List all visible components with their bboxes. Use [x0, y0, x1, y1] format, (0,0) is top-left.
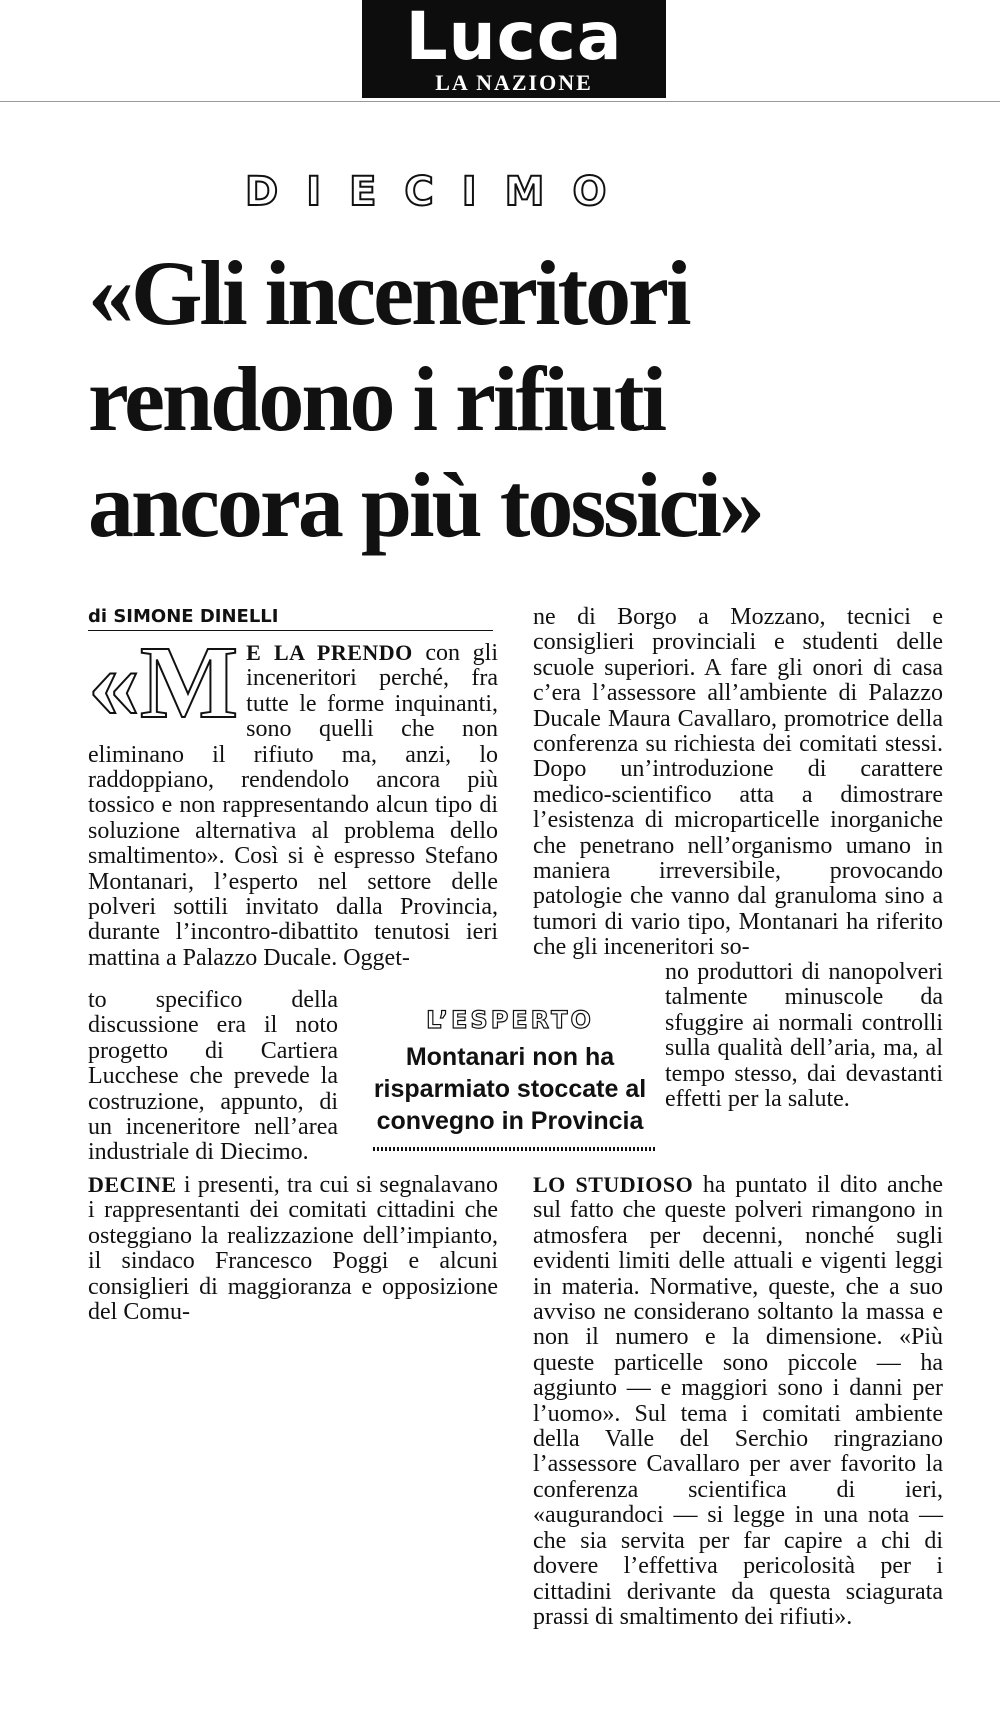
paragraph-3: ne di Borgo a Mozzano, tecnici e consiglieri provinciali e studenti delle scuole superiori. A fare gli onori di casa c’era l’assessore all’ambiente di Palazzo Ducale Maura Cavallaro, promotrice della conferenza su richiesta dei comitati stessi. Dopo un’introduzione di carattere medico-scientifico atta a dimostrare l’esistenza di microparticelle inorganiche che penetrano nell’organismo umano in maniera irreversibile, provocando patologie che vanno dal granuloma sino a tumori di vario tipo, Montanari ha riferito che gli inceneritori so-	[533, 604, 943, 961]
paragraph-1	[88, 625, 498, 971]
headline-line-2: rendono i rifiuti	[88, 348, 665, 450]
paragraph-2-lead: DECINE	[88, 1172, 177, 1197]
headline-line-3: ancora più tossici»	[88, 454, 762, 556]
column-1-middle	[88, 988, 338, 1166]
masthead-city: Lucca	[405, 0, 623, 75]
byline: di SIMONE DINELLI	[88, 604, 493, 631]
column-2-middle	[665, 960, 943, 1112]
masthead-paper-name: LA NAZIONE	[435, 70, 593, 95]
masthead	[362, 0, 666, 98]
pull-quote-kicker: L’ESPERTO	[426, 1006, 594, 1034]
paragraph-4	[533, 1172, 943, 1630]
paragraph-4-lead: LO STUDIOSO	[533, 1172, 694, 1197]
column-2-bottom	[533, 1172, 943, 1630]
paragraph-2-text: i presenti, tra cui si segnalavano i rappresentanti dei comitati cittadini che osteggiano la realizzazione dell’impianto, il sindaco Francesco Poggi e alcuni consiglieri di maggioranza e opposizione del Comu-	[88, 1172, 499, 1326]
paragraph-1-lead: E LA PRENDO	[246, 640, 413, 665]
drop-cap: «M	[88, 625, 239, 740]
paragraph-2	[88, 1172, 498, 1325]
pull-quote	[365, 1005, 655, 1151]
headline-line-1: «Gli inceneritori	[88, 242, 689, 344]
column-1-top	[88, 625, 498, 971]
paragraph-4-text: ha puntato il dito anche sul fatto che queste polveri rimangono in atmosfera per decenni, nonché sugli evidenti limiti delle attuali e vigenti leggi in materia. Normative, queste, che a suo avviso ne considerano soltanto la massa e non il numero e la dimensione. «Più queste particelle sono piccole — ha aggiunto — e maggiori sono i danni per l’uomo». Sul tema i comitati ambiente della Valle del Serchio ringraziano l’assessore Cavallaro per aver favorito la conferenza scientifica di ieri, «augurandoci — si legge in una nota — che sia servita per far capire a chi di dovere l’effettiva pericolosità per i cittadini derivante da questa sciagurata prassi di smaltimento dei rifiuti».	[533, 1172, 943, 1630]
paragraph-1-text: con gli inceneritori perché, fra tutte le forme inquinanti, sono quelli che non eliminano il rifiuto ma, anzi, lo raddoppiano, rendendolo ancora più tossico e non rappresentando alcun tipo di soluzione alternativa al problema dello smaltimento». Così si è espresso Stefano Montanari, l’esperto nel settore delle polveri sottili invitato dalla Provincia, durante l’incontro-dibattito tenutosi ieri mattina a Palazzo Ducale. Ogget-	[88, 640, 498, 971]
column-2-top	[533, 605, 943, 961]
masthead-divider	[0, 101, 1000, 102]
paragraph-1-continued: to specifico della discussione era il noto progetto di Cartiera Lucchese che prevede la costruzione, appunto, di un inceneritore nell’area industriale di Diecimo.	[88, 987, 338, 1166]
pull-quote-rule	[373, 1147, 655, 1151]
section-kicker: DIECIMO	[245, 169, 635, 215]
pull-quote-text: Montanari non ha risparmiato stoccate al convegno in Provincia	[373, 1043, 647, 1135]
paragraph-3-continued: no produttori di nanopolveri talmente minuscole da sfuggire ai normali controlli sulla qualità dell’aria, ma, al tempo stesso, dai devastanti effetti per la salute.	[665, 959, 943, 1113]
headline	[88, 240, 948, 558]
column-1-bottom	[88, 1172, 498, 1325]
